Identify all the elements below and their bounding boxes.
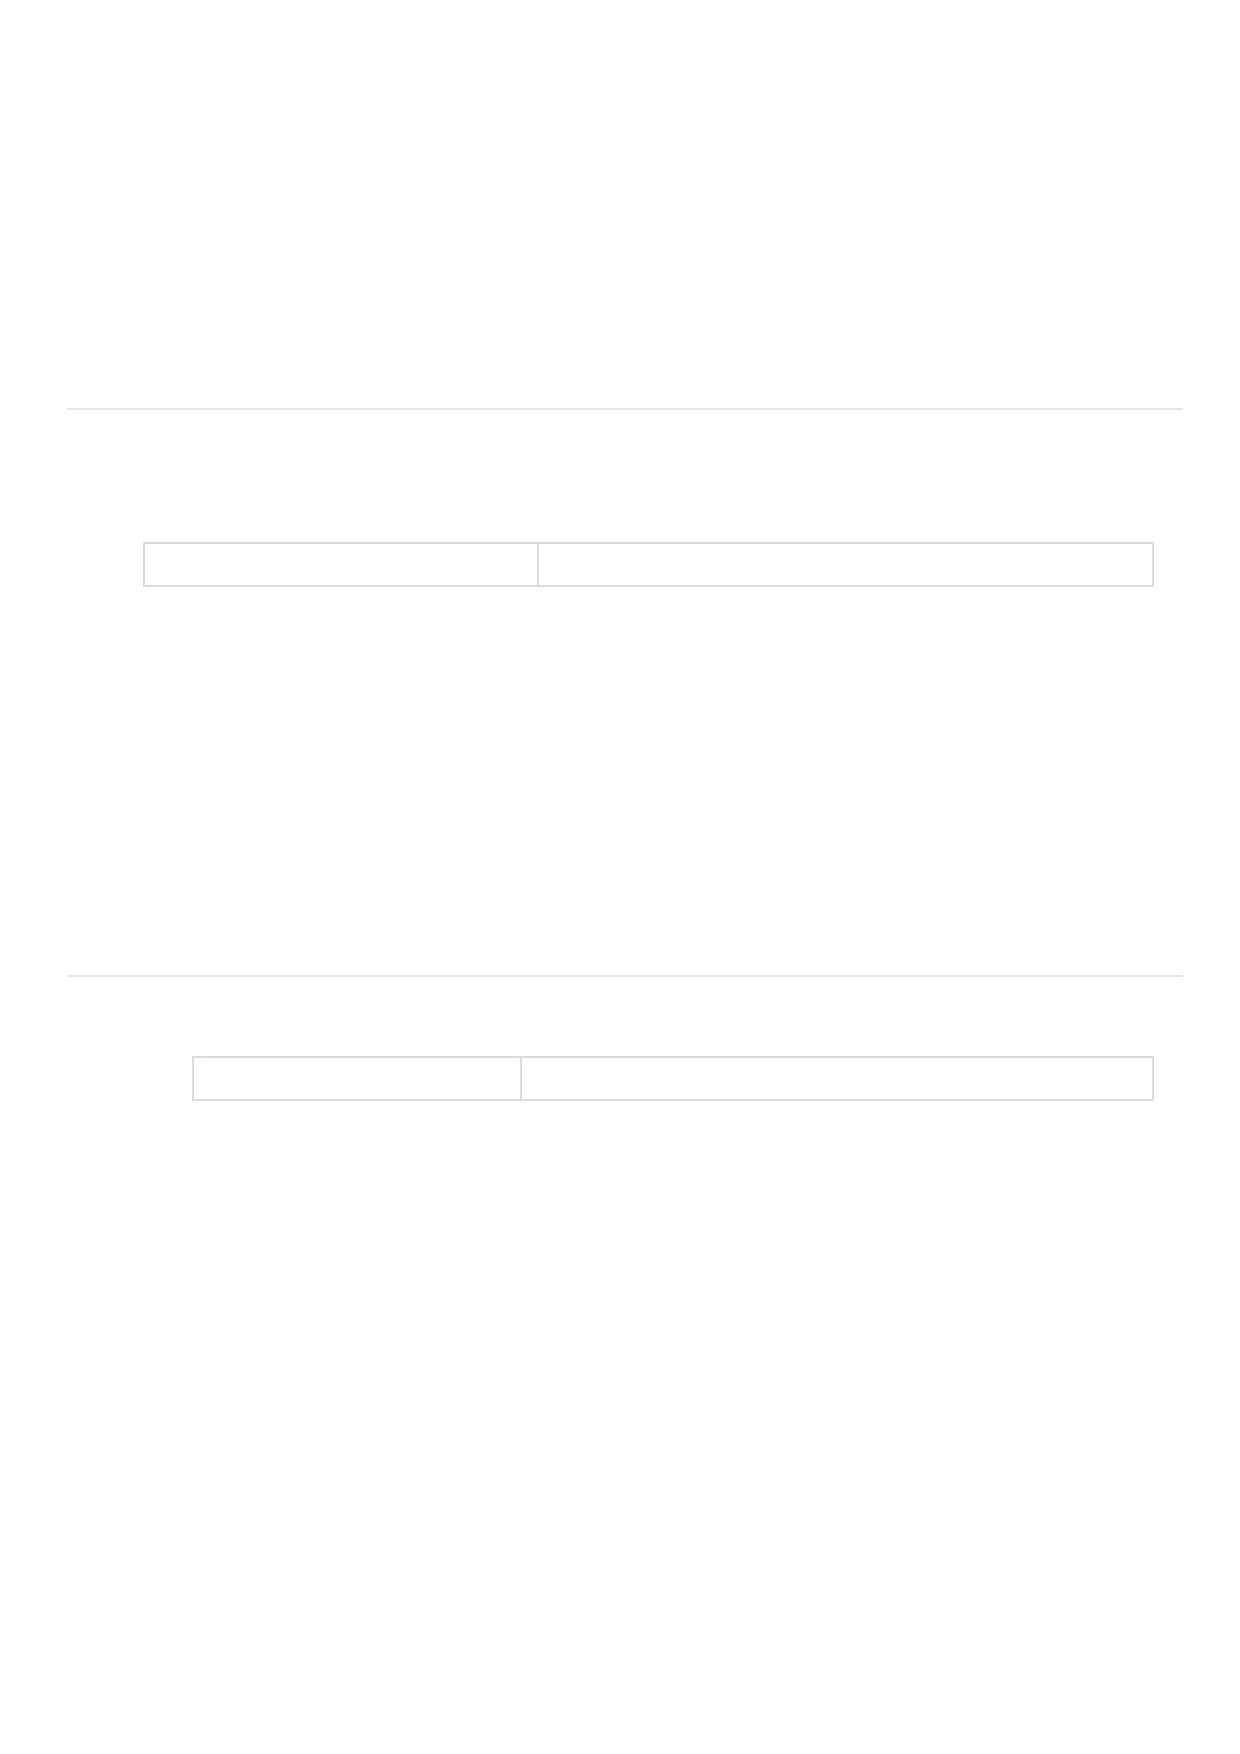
- column-header-shortcut: [144, 543, 538, 586]
- column-header-action: [521, 1057, 1153, 1100]
- web-pages-shortcuts-table: [192, 1056, 1154, 1101]
- table-header-row: [144, 543, 1153, 586]
- section-divider: [67, 408, 1183, 410]
- table-header-row: [193, 1057, 1153, 1100]
- table-body: [193, 1057, 1153, 1100]
- section-divider: [67, 975, 1183, 977]
- column-header-shortcut: [193, 1057, 521, 1100]
- column-header-action: [538, 543, 1153, 586]
- address-bar-shortcuts-table: [143, 542, 1154, 587]
- table-body: [144, 543, 1153, 586]
